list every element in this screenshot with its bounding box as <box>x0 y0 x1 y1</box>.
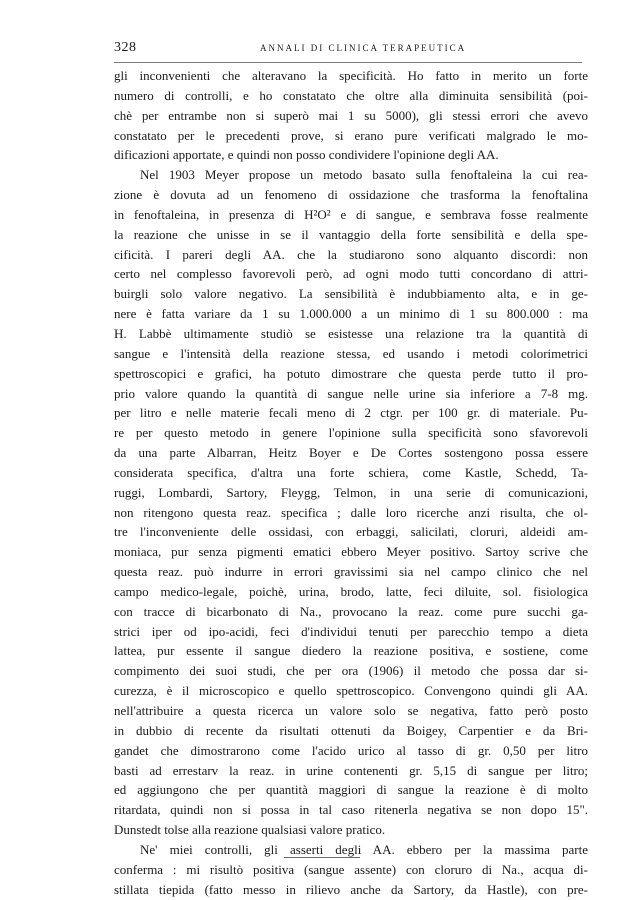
text-line: cificità. I pareri degli AA. che la studiarono sono alquanto discordi: non <box>114 246 588 262</box>
text-line: campo medico-legale, poichè, urina, brodo, latte, feci diluite, sol. fisiologica <box>114 583 588 599</box>
text-line: stillata tiepida (fatto messo in rilievo anche da Sartory, da Hastle), con pre- <box>114 881 588 897</box>
text-line: tre l'inconveniente delle ossidasi, con erbaggi, salicilati, cloruri, aldeidi am- <box>114 524 588 540</box>
text-line: zione è dovuta ad un fenomeno di ossidazione che trasforma la fenoftalina <box>114 187 588 203</box>
page-number: 328 <box>114 40 137 55</box>
text-line: constatato per le precedenti prove, si erano pure verificati malgrado le mo- <box>114 127 588 143</box>
text-line: Dunstedt tolse alla reazione qualsiasi valore pratico. <box>114 822 386 838</box>
text-line: in dubbio di recente da risultati ottenuti da Boigey, Carpentier e da Bri- <box>114 722 588 738</box>
text-line: lattea, pur essente il sangue diedero la reazione positiva, e sostiene, come <box>114 643 588 659</box>
text-line: re per questo metodo in genere l'opinione sulla specificità sono sfavorevoli <box>114 425 588 441</box>
text-line: spettroscopici e grafici, ha potuto dimostrare che questa perde tutto il pro- <box>114 365 588 381</box>
text-line: la reazione che unisse in se il vantaggio della forte sensibilità e della spe- <box>114 226 588 242</box>
text-line: strici iper od ipo-acidi, feci d'individui tenuti per parecchio tempo a dieta <box>114 623 588 639</box>
text-line: considerata specifica, d'altra una forte schiera, come Kastle, Schedd, Ta- <box>114 464 588 480</box>
text-line: curezza, è il microscopico e quello spettroscopico. Convengono quindi gli AA. <box>114 683 588 699</box>
text-line: buirgli solo valore negativo. La sensibilità è indubbiamento alta, e in ge- <box>114 286 588 302</box>
text-line: ritardata, quindi non si possa in tal caso ritenerla negativa se non dopo 15". <box>114 802 588 818</box>
text-line: conferma : mi risultò positiva (sangue assente) con cloruro di Na., acqua di- <box>114 861 588 877</box>
running-head: ANNALI DI CLINICA TERAPEUTICA <box>260 43 467 53</box>
text-line: in fenoftaleina, in presenza di H²O² e di sangue, e sembrava fosse realmente <box>114 206 588 222</box>
text-line: basti ad errestarv la reaz. in urine contenenti gr. 5,15 di sangue per litro; <box>114 762 588 778</box>
text-line: ruggi, Lombardi, Sartory, Fleygg, Telmon, in una serie di comunicazioni, <box>114 484 588 500</box>
text-line: compimento dei suoi studi, che per ora (1906) il metodo che possa dar si- <box>114 663 588 679</box>
body-text <box>114 66 588 899</box>
text-line: prio valore quando la quantità di sangue nelle urine sia inferiore a 7-8 mg. <box>114 385 588 401</box>
text-line: dificazioni apportate, e quindi non posso condividere l'opinione degli AA. <box>114 147 499 163</box>
text-line: gli inconvenienti che alteravano la specificità. Ho fatto in merito un forte <box>114 68 588 83</box>
text-line: Ne' miei controlli, gli asserti degli AA. ebbero per la massima parte <box>140 841 588 857</box>
text-line: questa reaz. può indurre in errori gravissimi sia nel campo clinico che nel <box>114 564 588 580</box>
text-line: nell'attribuire a questa ricerca un valore solo se negativa, fatto però posto <box>114 703 588 718</box>
text-line: numero di controlli, e ho constatato che oltre alla diminuita sensibilità (poi- <box>114 87 588 103</box>
footer-rule <box>284 857 360 858</box>
page-header <box>114 38 582 60</box>
text-line: Nel 1903 Meyer propose un metodo basato sulla fenoftaleina la cui rea- <box>140 167 588 183</box>
text-line: chè per entrambe non si superò mai 1 su 5000), gli stessi errori che avevo <box>114 107 588 123</box>
text-line: certo nel complesso favorevoli però, ad ogni modo tutti concordano di attri- <box>114 266 588 282</box>
text-line: con tracce di bicarbonato di Na., provocano la reaz. come pure succhi ga- <box>114 603 588 619</box>
text-line: nere è fatta variare da 1 su 1.000.000 a un minimo di 1 su 800.000 : ma <box>114 306 588 322</box>
text-line: gandet che dimostrarono come l'acido urico al tasso di gr. 0,50 per litro <box>114 742 588 758</box>
text-line: moniaca, pur senza pigmenti ematici ebbero Meyer positivo. Sartoy scrive che <box>114 544 588 560</box>
header-rule <box>114 62 582 63</box>
text-line: sangue e l'intensità della reazione stessa, ed usando i metodi colorimetrici <box>114 345 588 361</box>
text-line: non ritengono questa reaz. specifica ; dalle loro ricerche anzi risulta, che ol- <box>114 504 588 520</box>
text-line: da una parte Albarran, Heitz Boyer e De Cortes sostengono possa essere <box>114 445 588 461</box>
text-line: ed aggiungono che per quantità maggiori di sangue la reazione è di molto <box>114 782 588 798</box>
text-line: per litro e nelle materie fecali meno di 2 ctgr. per 100 gr. di materiale. Pu- <box>114 405 588 421</box>
text-line: H. Labbè ultimamente studiò se esistesse una relazione tra la quantità di <box>114 325 588 341</box>
